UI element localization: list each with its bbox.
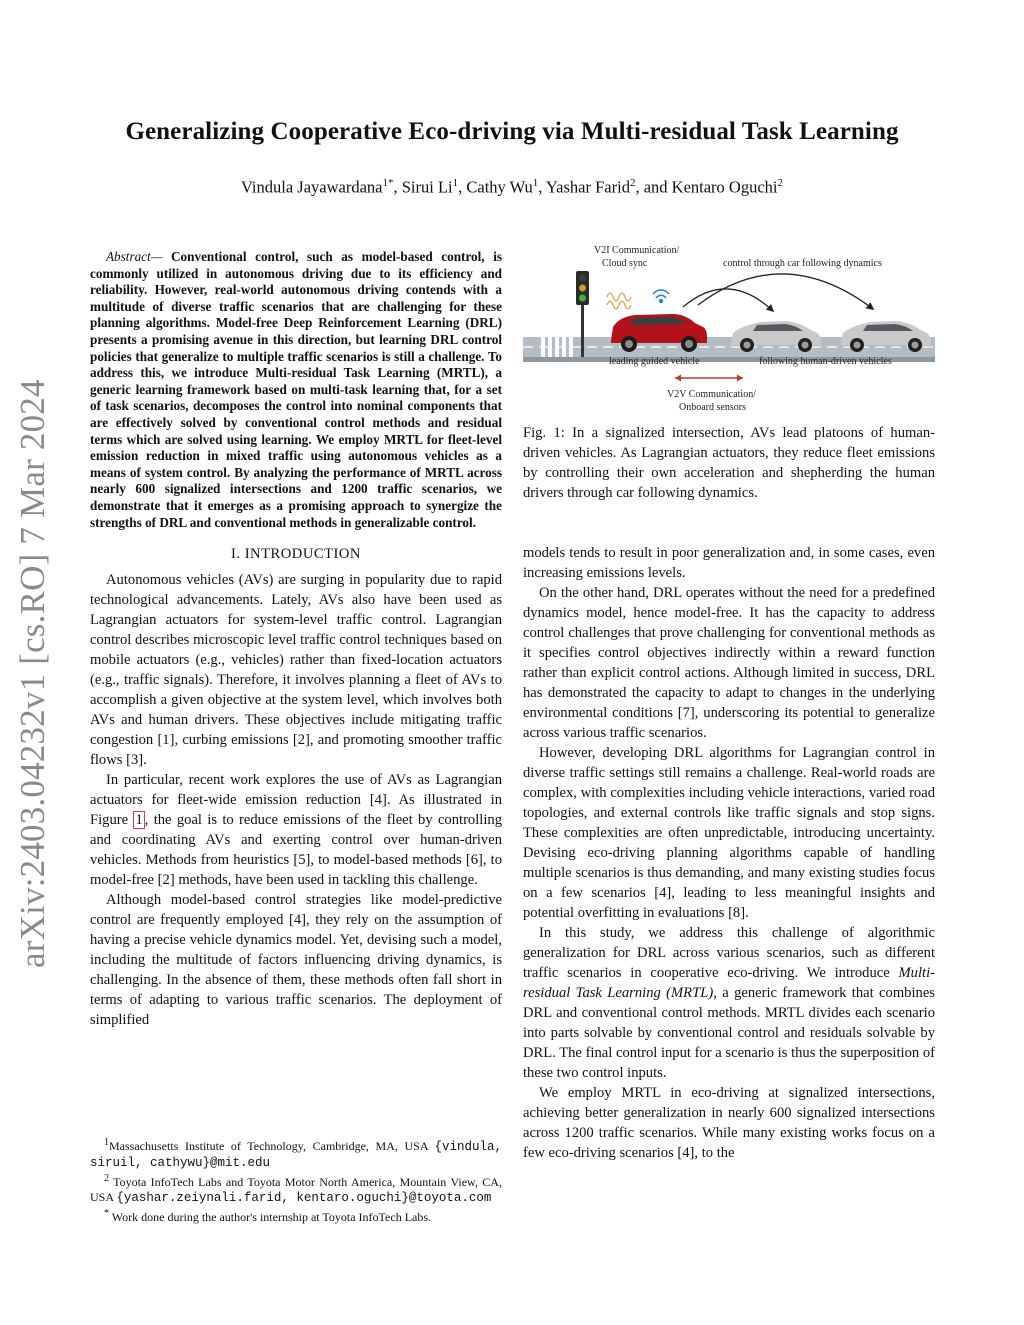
footnote-2-email: {yashar.zeiynali.farid, kentaro.oguchi}@toyota.com [116, 1191, 492, 1205]
right-paragraph-4: In this study, we address this challenge of algorithmic generalization for DRL across various scenarios, such as different traffic scenarios in cooperative eco-driving. We introduce Multi-residual Task Learning (MRTL), a generic framework that combines DRL and conventional control methods. MRTL divides each scenario into parts solvable by conventional control and residuals solvable by DRL. The final control input for a scenario is thus the superposition of these two control inputs. [523, 925, 935, 1081]
abstract-text: Conventional control, such as model-based control, is commonly utilized in autonomous driving due to its efficiency and reliability. However, real-world autonomous driving contends with a multitude of diverse traffic scenarios that are challenging for these planning algorithms. Model-free Deep Reinforcement Learning (DRL) presents a promising avenue in this direction, but learning DRL control policies that generalize to multiple traffic scenarios is still a challenge. To address this, we introduce Multi-residual Task Learning (MRTL), a generic learning framework based on multi-task learning that, for a set of task scenarios, decomposes the control into nominal components that are effectively solved by conventional control methods and residual terms which are solved using learning. We employ MRTL for fleet-level emission reduction in mixed traffic using autonomous vehicles as a means of system control. By analyzing the performance of MRTL across nearly 600 signalized intersections and 1200 traffic scenarios, we demonstrate that it emerges as a promising approach to synergize the strengths of DRL and conventional methods in generalizable control. [90, 249, 502, 530]
author-affiliation: 1 [452, 177, 459, 189]
footnote-1-email: {vindula, siruil, cathywu}@mit.edu [90, 1140, 502, 1170]
intro-paragraph-2 [90, 770, 502, 890]
paper-title: Generalizing Cooperative Eco-driving via Multi-residual Task Learning [125, 118, 899, 145]
mrtl-term: Multi-residual Task Learning (MRTL) [523, 965, 935, 1001]
intro-p2-text-b: , the goal is to reduce emissions of the fleet by controlling and coordinating AVs and exerting control over human-driven vehicles. Methods from heuristics [5], to model-based methods [6], to model-free [2] methods, have been used in tackling this challenge. [90, 812, 502, 889]
v2i-signal-wave-icon [607, 293, 631, 309]
arxiv-identifier: arXiv:2403.04232v1 [cs.RO] 7 Mar 2024 [13, 379, 52, 968]
author-affiliation: 1* [382, 177, 394, 189]
footnote-2: $^2$ Toyota InfoTech Labs and Toyota Motor North America, Mountain View, CA, USA {yashar.zeiynali.farid, kentaro.oguchi}@toyota.com [90, 1173, 502, 1205]
figure-1-link[interactable]: 1 [135, 812, 143, 829]
wifi-icon [653, 290, 669, 302]
control-arrow-2 [698, 274, 873, 309]
abstract-label: Abstract [106, 249, 151, 264]
right-paragraph-3: However, developing DRL algorithms for Lagrangian control in diverse traffic settings still remains a challenge. Real-world roads are complex, with complexities including vehicle interactions, varied road topologies, and external controls like traffic signals and stop signs. These complexities are often unpredictable, introducing uncertainty. Devising eco-driving planning algorithms capable of handling multiple scenarios is thus demanding, and many existing studies focus on a few scenarios [4], leading to less meaningful insights and potential overfitting in evaluations [8]. [523, 745, 935, 921]
abstract: Abstract— Conventional control, such as model-based control, is commonly utilized in autonomous driving due to its efficiency and reliability. However, real-world autonomous driving contends with a multitude of diverse traffic scenarios that are challenging for these planning algorithms. Model-free Deep Reinforcement Learning (DRL) presents a promising avenue in this direction, but learning DRL control policies that generalize to multiple traffic scenarios is still a challenge. To address this, we introduce Multi-residual Task Learning (MRTL), a generic learning framework based on multi-task learning that, for a set of task scenarios, decomposes the control into nominal components that are effectively solved by conventional control methods and residual terms which are solved using learning. We employ MRTL for fleet-level emission reduction in mixed traffic using autonomous vehicles as a means of system control. By analyzing the performance of MRTL across nearly 600 signalized intersections and 1200 traffic scenarios, we demonstrate that it emerges as a promising approach to synergize the strengths of DRL and conventional methods in generalizable control. [90, 249, 502, 530]
author-affiliation: 1 [532, 177, 539, 189]
intro-paragraph-1: Autonomous vehicles (AVs) are surging in popularity due to rapid technological advancements. Lately, AVs also have been used as Lagrangian actuators for system-level traffic control. Lagrangian control describes microscopic level traffic control techniques based on mobile actuators (e.g., vehicles) rather than fixed-location actuators (e.g., traffic signals). Therefore, it involves planning a fleet of AVs to accomplish a given objective at the system level, which involves both AVs and human drivers. These objectives include mitigating traffic congestion [1], curbing emissions [2], and promoting smoother traffic flows [3]. [90, 572, 502, 769]
v2v-arrowhead-right [737, 375, 743, 382]
author-name: Cathy Wu [466, 177, 533, 197]
author-name: Vindula Jayawardana [240, 177, 383, 197]
intro-p2-text-a: In particular, recent work explores the use of AVs as Lagrangian actuators for fleet-wide emission reduction [4]. As illustrated in Figure [90, 772, 502, 829]
author-name: Sirui Li [401, 177, 453, 197]
right-paragraph-2: On the other hand, DRL operates without the need for a predefined dynamics model, hence model-free. It has the capacity to address control challenges that prove challenging for conventional methods as it specifies control objectives indirectly within a reward function rather than explicit control actions. Although limited in success, DRL has demonstrated the capacity to adapt to changes in the underlying environmental conditions [7], underscoring its potential to generalize across various traffic scenarios. [523, 585, 935, 741]
author-name: Kentaro Oguchi [671, 177, 778, 197]
label-v2i-line2: Cloud sync [602, 258, 648, 269]
figure-1 [523, 241, 935, 419]
figure-1-caption: Fig. 1: In a signalized intersection, AVs lead platoons of human-driven vehicles. As Lagrangian actuators, they reduce fleet emissions by controlling their own acceleration and shepherding the human drivers through car following dynamics. [523, 425, 935, 501]
footnote-1: $^1$Massachusetts Institute of Technology, Cambridge, MA, USA {vindula, siruil, cathywu}@mit.edu [90, 1137, 502, 1170]
footnotes [90, 1135, 502, 1225]
author-affiliation: 2 [629, 177, 636, 189]
author-list: Vindula Jayawardana$^{1*}$, Sirui Li$^1$, Cathy Wu$^1$, Yashar Farid$^2$, and Kentaro Oguchi$^2$ [240, 177, 783, 197]
author-affiliation: 2 [777, 177, 783, 189]
footnote-3: * Work done during the author's internship at Toyota InfoTech Labs. [104, 1208, 432, 1224]
control-arrow-1 [683, 289, 773, 311]
v2v-arrowhead-left [675, 375, 681, 382]
label-v2i-line1: V2I Communication/ [594, 245, 680, 256]
author-name: Yashar Farid [545, 177, 630, 197]
right-paragraph-5: We employ MRTL in eco-driving at signalized intersections, achieving better generalization in nearly 600 signalized intersections across 1200 traffic scenarios. While many existing works focus on a few eco-driving scenarios [4], to the [523, 1085, 935, 1161]
label-v2v-line2: Onboard sensors [679, 402, 746, 413]
label-following-vehicles: following human-driven vehicles [759, 356, 892, 367]
left-column [90, 249, 502, 1030]
label-control: control through car following dynamics [723, 258, 882, 269]
label-v2v-line1: V2V Communication/ [667, 389, 756, 400]
figure-1-illustration [523, 241, 935, 419]
label-leading-vehicle: leading guided vehicle [609, 356, 700, 367]
intro-paragraph-3: Although model-based control strategies like model-predictive control are frequently employed [4], they rely on the assumption of having a precise vehicle dynamics model. Yet, devising such a model, including the multitude of factors influencing driving dynamics, is challenging. In the absence of them, these methods often fall short in terms of adapting to various traffic scenarios. The deployment of simplified [90, 892, 502, 1029]
right-paragraph-1: models tends to result in poor generalization and, in some cases, even increasing emissions levels. [523, 545, 935, 581]
section-heading-introduction: I. INTRODUCTION [231, 546, 361, 563]
right-column [523, 543, 935, 1163]
